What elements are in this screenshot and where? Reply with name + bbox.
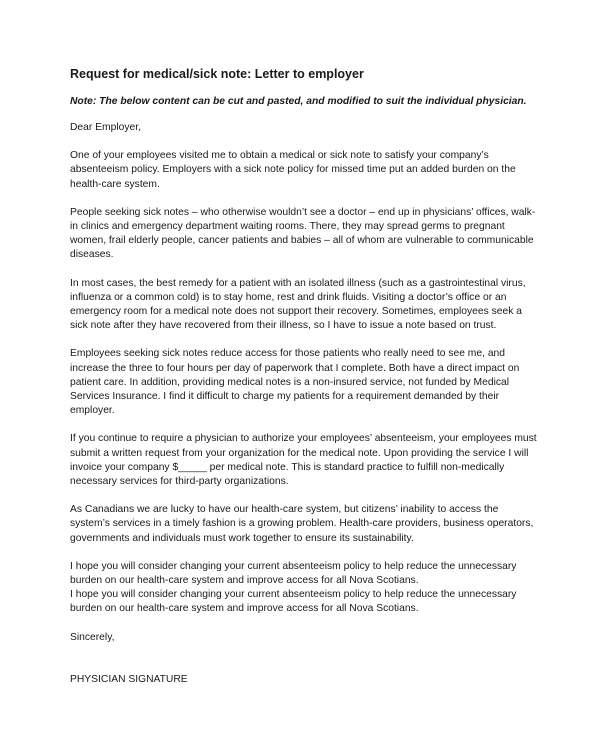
paragraph-hope-change-policy-repeat: I hope you will consider changing your current absenteeism policy to help reduce the unnecessary burden on our health-care system and improve access for all Nova Scotians. xyxy=(70,589,517,615)
document-title: Request for medical/sick note: Letter to employer xyxy=(70,67,364,81)
physician-signature-line: PHYSICIAN SIGNATURE xyxy=(70,673,188,685)
paragraph-best-remedy: In most cases, the best remedy for a patient with an isolated illness (such as a gastrointestinal virus, influenza or a common cold) is to stay home, rest and drink fluids. Visiting a doctor’s office or an emergency room for a medical note does not support their recovery. Sometimes, employees seek a sick note after they have recovered from their illness, so I have to issue a note based on trust. xyxy=(70,277,526,332)
paragraph-access-paperwork: Employees seeking sick notes reduce access for those patients who really need to see me, and increase the three to four hours per day of paperwork that I complete. Both have a direct impact on patient care. In addition, providing medical notes is a non-insured service, not funded by Medical Services Insurance. I find it difficult to charge my patients for a requirement demanded by their employer. xyxy=(70,348,520,417)
closing: Sincerely, xyxy=(70,631,115,643)
letter-body xyxy=(70,66,540,687)
paragraph-health-care-system: As Canadians we are lucky to have our health-care system, but citizens’ inability to access the system’s services in a timely fashion is a growing problem. Health-care providers, business operators, governments and individuals must work together to ensure its sustainability. xyxy=(70,504,534,544)
salutation: Dear Employer, xyxy=(70,122,141,133)
paragraph-absenteeism-policy: One of your employees visited me to obtain a medical or sick note to satisfy your company’s absenteeism policy. Employers with a sick note policy for missed time put an added burden on the health-care system. xyxy=(70,150,516,190)
usage-note: Note: The below content can be cut and pasted, and modified to suit the individual physician. xyxy=(70,96,527,107)
paragraph-waiting-rooms: People seeking sick notes – who otherwise wouldn’t see a doctor – end up in physicians’ offices, walk-in clinics and emergency department waiting rooms. There, they may spread germs to pregnant women, frail elderly people, cancer patients and babies – all of whom are vulnerable to communicable diseases. xyxy=(70,206,536,261)
paragraph-hope-change-policy: I hope you will consider changing your current absenteeism policy to help reduce the unnecessary burden on our health-care system and improve access for all Nova Scotians. xyxy=(70,560,517,587)
paragraph-written-request: If you continue to require a physician to authorize your employees’ absenteeism, your employees must submit a written request from your organization for the medical note. Upon providing the service I will invoice your company $_____ per medical note. This is standard practice to fulfill non-medically necessary services for third-party organizations. xyxy=(70,433,537,488)
